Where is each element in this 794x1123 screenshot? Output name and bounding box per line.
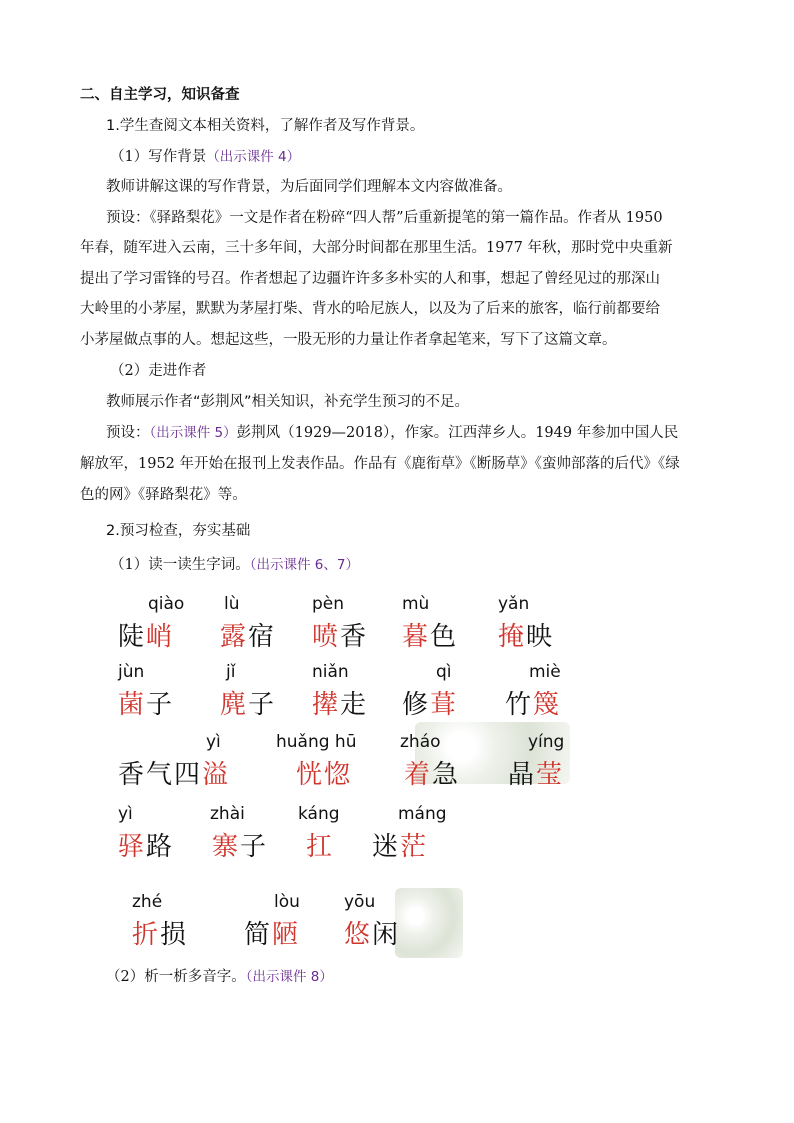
preview-label: 预设： <box>106 425 150 441</box>
sub-heading-label: （2）析一析多音字。 <box>106 969 246 985</box>
preview-line: 小茅屋做点事的人。想起这些，一股无形的力量让作者拿起笔来，写下了这篇文章。 <box>80 332 617 348</box>
preview-label: 预设： <box>106 210 150 226</box>
preview-line: 大岭里的小茅屋，默默为茅屋打柴、背水的哈尼族人，以及为了后来的旅客，临行前都要给 <box>80 301 660 317</box>
preview-line: 色的网》《驿路梨花》等。 <box>80 487 247 503</box>
item-2: 2.预习检查，夯实基础 <box>106 523 251 539</box>
courseware-ref: （出示课件 4） <box>206 149 301 165</box>
preview-line: 年春，随军进入云南，三十多年间，大部分时间都在那里生活。1977 年秋，那时党中央重新 <box>80 240 673 256</box>
sub-heading-polyphone <box>106 962 333 992</box>
preview-line: 提出了学习雷锋的号召。作者想起了边疆许许多多朴实的人和事，想起了曾经见过的那深山 <box>80 271 660 287</box>
background-desc: 教师讲解这课的写作背景，为后面同学们理解本文内容做准备。 <box>106 179 512 195</box>
courseware-ref: （出示课件 8） <box>245 969 333 985</box>
flower-decoration <box>395 888 463 958</box>
item-1: 1.学生查阅文本相关资料，了解作者及写作背景。 <box>106 118 425 134</box>
preview-line: 解放军，1952 年开始在报刊上发表作品。作品有《鹿衔草》《断肠草》《蛮帅部落的后代》《绿 <box>80 456 680 472</box>
sub-heading-background <box>110 142 300 172</box>
sub-heading-label: （1）读一读生字词。 <box>110 557 250 573</box>
preview-line: 彭荆风（1929—2018），作家。江西萍乡人。1949 年参加中国人民 <box>236 425 679 441</box>
sub-heading-author: （2）走进作者 <box>110 363 207 379</box>
section-heading: 二、自主学习，知识备查 <box>80 87 240 103</box>
sub-heading-label: （1）写作背景 <box>110 149 207 165</box>
courseware-ref: （出示课件 5） <box>149 425 237 441</box>
sub-heading-vocab <box>110 550 359 580</box>
courseware-ref: （出示课件 6、7） <box>249 557 359 573</box>
preview-line: 《驿路梨花》一文是作者在粉碎“四人帮”后重新提笔的第一篇作品。作者从 1950 <box>149 210 663 226</box>
author-desc: 教师展示作者“彭荆风”相关知识，补充学生预习的不足。 <box>106 394 470 410</box>
